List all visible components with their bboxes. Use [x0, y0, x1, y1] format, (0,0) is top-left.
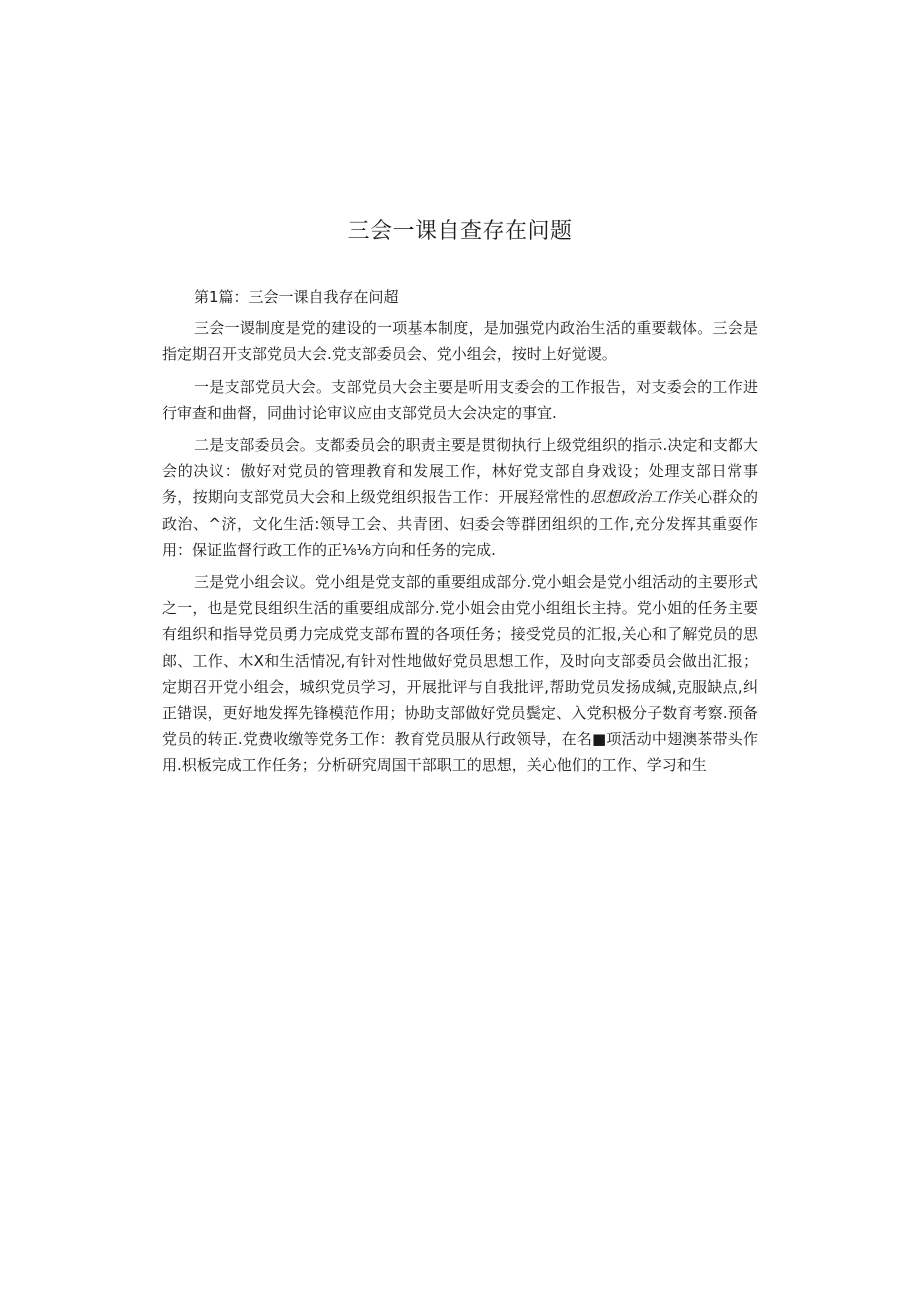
article-subtitle: 第1篇：三会一课自我存在问超 — [194, 288, 399, 306]
paragraph-intro: 三会一谡制度是党的建设的一项基本制度，是加强党内政治生活的重要载体。三会是指定期召开支部党员大会.党支部委员会、党小组会，按时上好觉谡。 — [162, 319, 758, 364]
paragraph-group-meeting: 三是党小组会议。党小组是党支部的重要组成部分.党小蛆会是党小组活动的主要形式之一，也是党艮组织生活的重要组成部分.党小姐会由党小组组长主持。党小姐的任务主要有组织和指导党员勇力完成党支部布置的各项任务；接受党员的汇报,关心和了解党员的思郎、工作、木X和生活情况,有针对性地做好党员思想工作，及时向支部委员会做出汇报；定期召开党小组会，城织党员学习，开展批评与自我批评,帮助党员发扬成缄,克服缺点,纠正错误，更好地发挥先锋模范作用；协助支部做好党员鬓定、入党积极分子数育考察.预备党员的转正.党费收缴等党务工作：教育党员服从行政领导，在名■项活动中翅澳茶带头作用.枳板完成工作任务；分析研究周国干部职工的思想，关心他们的工作、学习和生 — [162, 573, 758, 775]
paragraph-party-congress: 一是支部党员大会。支部党员大会主要是听用支委会的工作报告，对支委会的工作进行审查和曲督，同曲讨论审议应由支部党员大会决定的事宜. — [162, 377, 758, 422]
paragraph-branch-committee-text-b: 关心群众的政治、^济，文化生活:领导工会、共青团、妇委会等群团组织的工作,充分发挥其重耍作用：保证监督行政工作的正⅛⅛方向和任务的完成. — [162, 488, 758, 559]
document-body — [162, 284, 758, 785]
paragraph-branch-committee-emphasis: 思想政治工作 — [590, 488, 682, 507]
paragraph-branch-committee-text-a: 二是支部委员会。支都委员会的职责主要是贯彻执行上级党组织的指示.决定和支都大会的决议：傲好对党员的管理教育和发展工作，林好党支部自身戏设；处理支部日常事务，按期向支部党员大会和上级党组织报告工作：开展羟常性的 — [162, 436, 758, 507]
document-title: 三会一课自查存在问题 — [347, 219, 573, 244]
paragraph-branch-committee — [162, 432, 758, 563]
